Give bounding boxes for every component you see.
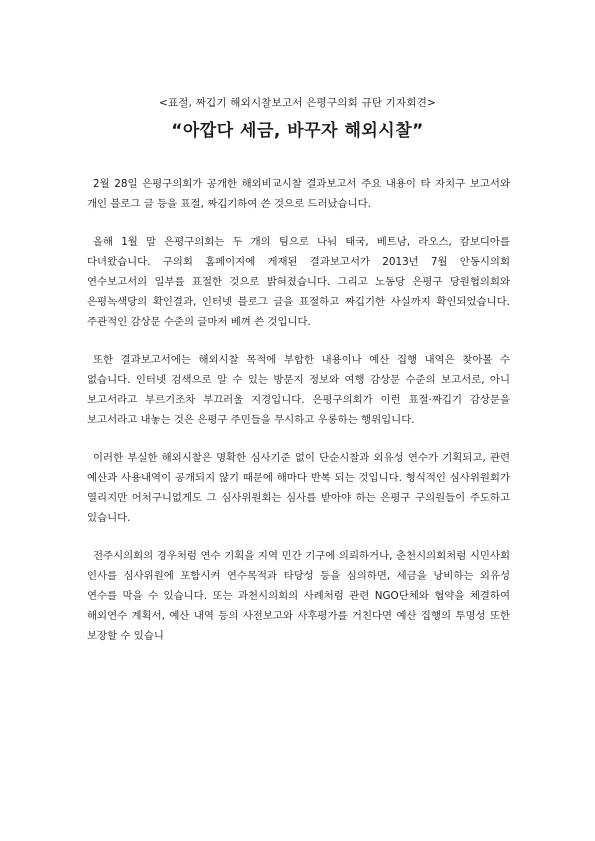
paragraph-2: 올해 1월 말 은평구의회는 두 개의 팀으로 나눠 태국, 베트남, 라오스, 캄보디아를 다녀왔습니다. 구의회 홈페이지에 게재된 결과보고서가 2013년 7월 안동시의회 연수보고서의 일부를 표절한 것으로 밝혀졌습니다. 그리고 노동당 은평구 당원협의회와 은평녹색당의 확인결과, 인터넷 블로그 글을 표절하고 짜깁기한 사실까지 확인되었습니다. 주관적인 감상문 수준의 글마저 베껴 쓴 것입니다. xyxy=(87,236,510,328)
document-subtitle: <표절, 짜깁기 해외시찰보고서 은평구의회 규탄 기자회견> xyxy=(158,97,437,109)
document-body xyxy=(87,174,510,664)
paragraph-5: 전주시의회의 경우처럼 연수 기획을 지역 민간 기구에 의뢰하거나, 춘천시의회처럼 시민사회 인사를 심사위원에 포함시켜 연수목적과 타당성 등을 심의하면, 세금을 낭비하는 외유성 연수를 막을 수 있습니다. 또는 과천시의회의 사례처럼 관련 NGO단체와 협약을 체결하여 해외연수 계획서, 예산 내역 등의 사전보고와 사후평가를 거친다면 예산 집행의 투명성 또한 보장할 수 있습니 xyxy=(87,550,510,642)
paragraph-3: 또한 결과보고서에는 해외시찰 목적에 부합한 내용이나 예산 집행 내역은 찾아볼 수 없습니다. 인터넷 검색으로 알 수 있는 방문지 정보와 여행 감상문 수준의 보고서로, 아니 보고서라고 부르기조차 부끄러울 지경입니다. 은평구의회가 이런 표절·짜깁기 감상문을 보고서라고 내놓는 것은 은평구 주민들을 무시하고 우롱하는 행위입니다. xyxy=(87,354,510,426)
paragraph-1: 2월 28일 은평구의회가 공개한 해외비교시찰 결과보고서 주요 내용이 타 자치구 보고서와 개인 블로그 글 등을 표절, 짜깁기하여 쓴 것으로 드러났습니다. xyxy=(87,178,510,210)
paragraph-4: 이러한 부실한 해외시찰은 명확한 심사기준 없이 단순시찰과 외유성 연수가 기획되고, 관련 예산과 사용내역이 공개되지 않기 때문에 해마다 반복 되는 것입니다. 형식적인 심사위원회가 열리지만 어처구니없게도 그 심사위원회는 심사를 받아야 하는 은평구 구의원들이 주도하고 있습니다. xyxy=(87,452,510,524)
document-title: “아깝다 세금, 바꾸자 해외시찰” xyxy=(171,121,424,141)
